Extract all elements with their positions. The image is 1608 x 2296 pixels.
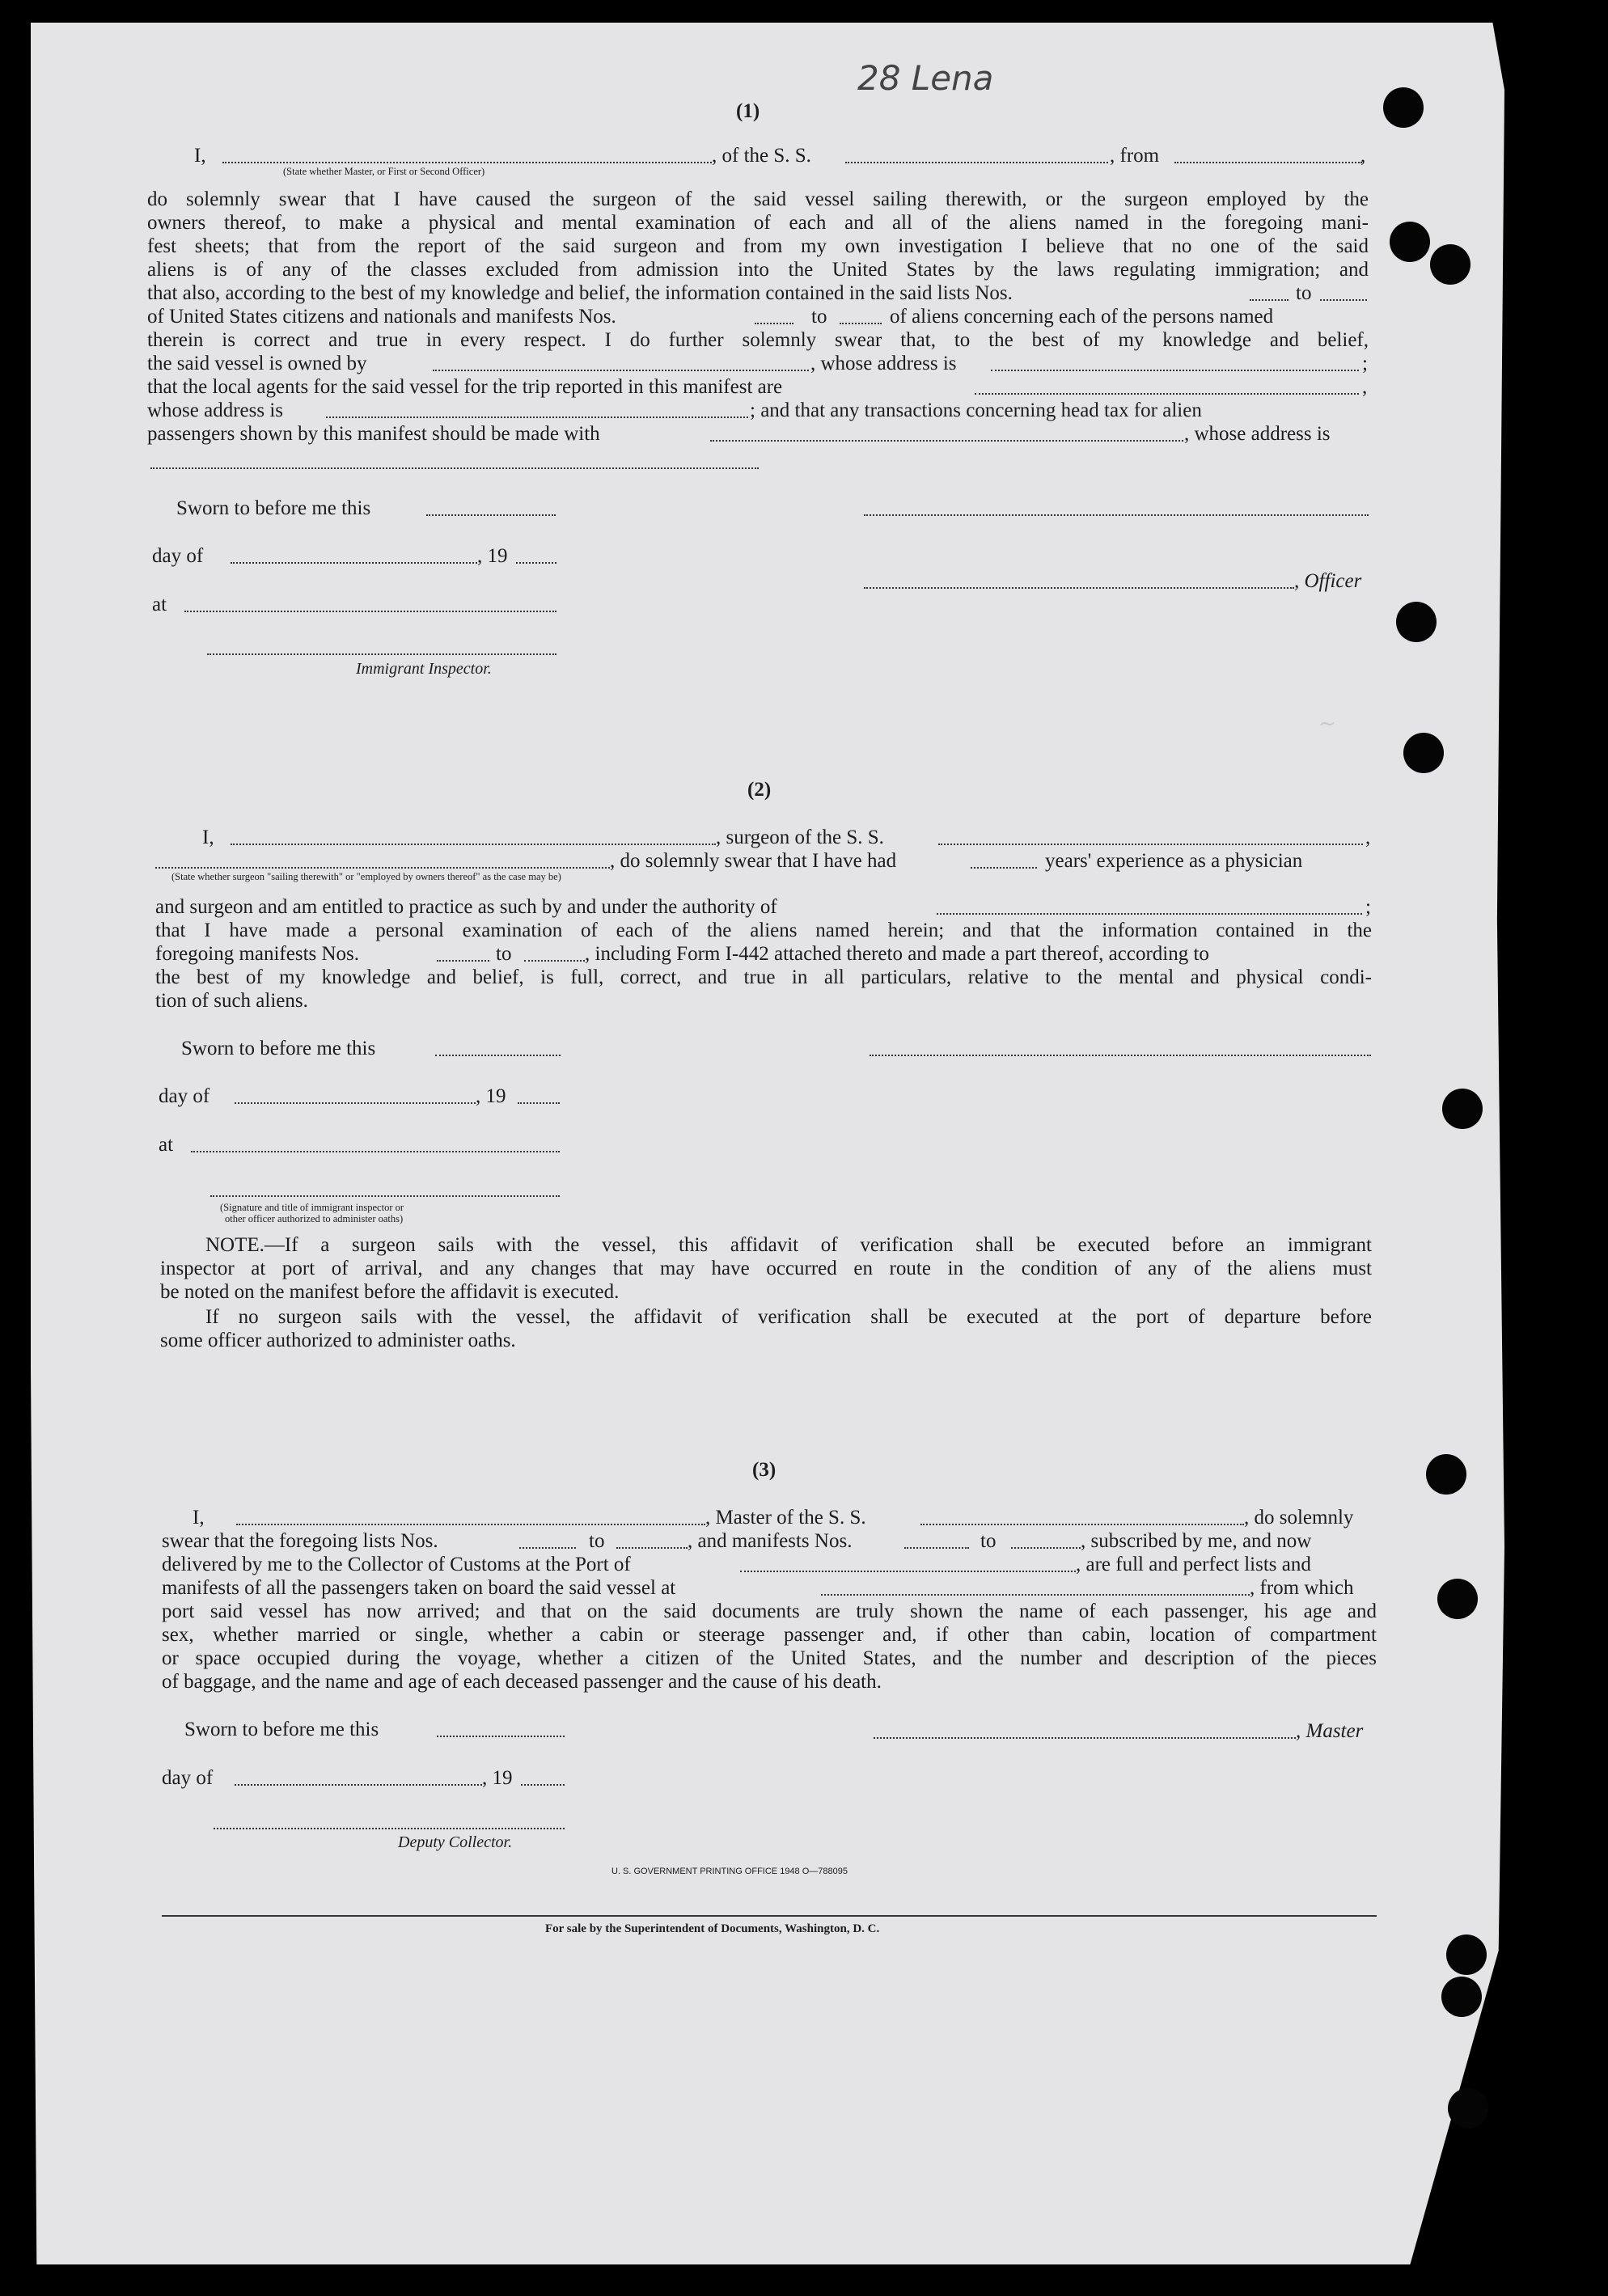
oath-line: sex, whether married or single, whether a cabin or steerage passenger and, if other than cabin, location of compartment [162, 1624, 1377, 1646]
delivered-label: delivered by me to the Collector of Customs at the Port of [162, 1554, 631, 1575]
port-blank [740, 1571, 1076, 1572]
years-label: years' experience as a physician [1045, 850, 1303, 872]
state-whether-caption: (State whether Master, or First or Second Officer) [283, 166, 485, 177]
agents-address-blank [326, 416, 748, 418]
are-full-label: , are full and perfect lists and [1076, 1554, 1311, 1575]
whose-address-label: , whose address is [1184, 423, 1331, 445]
oath-line: the best of my knowledge and belief, is full, correct, and true in all particulars, relative to the mental and physical condi- [155, 966, 1372, 988]
punch-hole [1403, 733, 1444, 773]
sworn-label: Sworn to before me this [184, 1719, 379, 1740]
punch-hole [1441, 1977, 1482, 2017]
bleed-mark: ~ [1318, 712, 1336, 736]
sale-notice: For sale by the Superintendent of Documents, Washington, D. C. [545, 1922, 880, 1935]
oath-line: tion of such aliens. [155, 990, 308, 1012]
oath-line: port said vessel has now arrived; and that on the said documents are truly shown the name of each passenger, his age and [162, 1600, 1377, 1622]
oath-line: that also, according to the best of my knowledge and belief, the information contained in the said lists Nos. [147, 282, 1013, 304]
head-tax-address-blank [150, 467, 759, 469]
surgeon-type-blank [155, 867, 610, 869]
of-the-ss-label: , of the S. S. [712, 145, 811, 167]
oath-line: that the local agents for the said vessel for the trip reported in this manifest are [147, 376, 783, 398]
swear-label: swear that the foregoing lists Nos. [162, 1530, 438, 1552]
oath-line: passengers shown by this manifest should be made with [147, 423, 600, 445]
signature-blank [864, 514, 1369, 516]
vessel-name-blank [938, 844, 1363, 845]
master-label: , Master [1296, 1720, 1364, 1742]
i-label: I, [202, 827, 214, 848]
punch-hole [1426, 1454, 1466, 1495]
do-solemnly-label: , do solemnly swear that I have had [610, 850, 897, 872]
manifest-no-blank [840, 323, 882, 324]
vessel-name-blank [920, 1524, 1244, 1525]
officer-label: , Officer [1294, 570, 1362, 592]
to-label: to [811, 306, 827, 328]
from-which-label: , from which [1250, 1577, 1354, 1599]
owner-address-blank [991, 370, 1359, 371]
punch-hole [1396, 602, 1437, 642]
month-blank [231, 562, 477, 564]
section-3-number: (3) [752, 1459, 776, 1481]
list-no-blank [1320, 299, 1367, 301]
semicolon: ; [1362, 353, 1368, 374]
section-2-number: (2) [747, 779, 772, 801]
master-of-label: , Master of the S. S. [705, 1507, 866, 1529]
of-aliens-label: of aliens concerning each of the persons named [890, 306, 1274, 328]
comma: , [1362, 376, 1368, 398]
punch-hole [1390, 222, 1430, 262]
oath-line: fest sheets; that from the report of the said surgeon and from my own investigation I believe that no one of the said [147, 235, 1369, 257]
inspector-label: Immigrant Inspector. [356, 660, 492, 678]
to-label: to [1296, 282, 1312, 304]
embark-port-blank [821, 1594, 1250, 1596]
list-no-blank [1250, 299, 1289, 301]
semicolon: ; [1365, 896, 1371, 918]
handwritten-note: 28 Lena [857, 58, 994, 98]
manifest-no-blank [904, 1547, 969, 1549]
oath-line: that I have made a personal examination of each of the aliens named herein; and that the information contained in the [155, 920, 1372, 941]
year-blank [518, 1102, 560, 1104]
to-label: to [496, 943, 512, 965]
and-manifests-label: , and manifests Nos. [688, 1530, 853, 1552]
oath-line: or space occupied during the voyage, whether a citizen of the United States, and the number and description of the pieces [162, 1647, 1377, 1669]
whose-address-label: , whose address is [810, 353, 957, 374]
punch-hole [1437, 1579, 1478, 1619]
oath-line: do solemnly swear that I have caused the surgeon of the said vessel sailing therewith, or the surgeon employed by the [147, 188, 1369, 210]
oath-line: of baggage, and the name and age of each deceased passenger and the cause of his death. [162, 1671, 882, 1693]
to-label: to [980, 1530, 997, 1552]
list-no-blank [519, 1547, 576, 1549]
manifest-no-blank [437, 960, 489, 962]
year-blank [516, 562, 556, 564]
authority-blank [937, 913, 1362, 915]
manifests-all-label: manifests of all the passengers taken on board the said vessel at [162, 1577, 676, 1599]
section-1-number: (1) [736, 100, 760, 122]
subscribed-label: , subscribed by me, and now [1081, 1530, 1312, 1552]
do-solemnly-label: , do solemnly [1244, 1507, 1354, 1529]
collector-signature-blank [214, 1828, 565, 1829]
printer-imprint: U. S. GOVERNMENT PRINTING OFFICE 1948 O—788095 [611, 1867, 848, 1876]
from-port-blank [1174, 162, 1362, 163]
signature-caption: other officer authorized to administer oaths) [225, 1213, 404, 1224]
note-line: NOTE.—If a surgeon sails with the vessel, this affidavit of verification shall be executed before an immigrant [205, 1234, 1372, 1256]
year-label: , 19 [482, 1767, 513, 1789]
punch-hole [1430, 244, 1470, 285]
list-no-blank [616, 1547, 688, 1549]
to-label: to [589, 1530, 605, 1552]
oath-line: of United States citizens and nationals and manifests Nos. [147, 306, 616, 328]
sworn-day-blank [437, 1736, 565, 1737]
oath-line: whose address is [147, 400, 284, 421]
month-blank [235, 1784, 482, 1786]
year-blank [521, 1784, 565, 1786]
inspector-signature-blank [210, 1195, 560, 1197]
transactions-label: ; and that any transactions concerning head tax for alien [750, 400, 1202, 421]
at-place-blank [191, 1151, 560, 1152]
punch-hole [1383, 87, 1424, 128]
note-line: some officer authorized to administer oaths. [160, 1330, 516, 1351]
sworn-day-blank [426, 514, 556, 516]
from-label: , from [1110, 145, 1160, 167]
foregoing-label: foregoing manifests Nos. [155, 943, 360, 965]
year-label: , 19 [477, 545, 508, 567]
manifest-no-blank [755, 323, 793, 324]
at-label: at [159, 1134, 174, 1156]
vessel-name-blank [845, 162, 1108, 163]
manifest-no-blank [524, 960, 585, 962]
head-tax-blank [710, 440, 1183, 442]
oath-line: aliens is of any of the classes excluded from admission into the United States by the laws regulating immigration; and [147, 259, 1369, 281]
sworn-label: Sworn to before me this [176, 497, 371, 519]
punch-hole [1448, 2088, 1488, 2129]
at-label: at [152, 594, 167, 615]
i-label: I, [193, 1507, 205, 1529]
sworn-label: Sworn to before me this [181, 1038, 376, 1059]
oath-line: owners thereof, to make a physical and mental examination of each and all of the aliens named in the foregoing mani- [147, 212, 1369, 234]
oath-line: therein is correct and true in every respect. I do further solemnly swear that, to the best of my knowledge and belief, [147, 329, 1369, 351]
i-label: I, [194, 145, 206, 167]
punch-hole [1442, 1089, 1483, 1129]
oath-line: the said vessel is owned by [147, 353, 367, 374]
note-line: inspector at port of arrival, and any changes that may have occurred en route in the condition of any of the aliens must [160, 1258, 1372, 1279]
agents-blank [975, 393, 1359, 395]
years-blank [971, 867, 1037, 869]
surgeon-of-label: , surgeon of the S. S. [716, 827, 884, 848]
authority-label: and surgeon and am entitled to practice as such by and under the authority of [155, 896, 777, 918]
surgeon-signature-blank [870, 1055, 1371, 1056]
punch-hole [1446, 1934, 1487, 1975]
owner-blank [433, 370, 809, 371]
deputy-collector-label: Deputy Collector. [398, 1833, 513, 1851]
master-signature-blank [874, 1737, 1296, 1739]
year-label: , 19 [476, 1085, 506, 1107]
day-of-label: day of [162, 1767, 214, 1789]
state-whether-caption: (State whether surgeon "sailing therewith" or "employed by owners thereof" as the case may be) [171, 871, 561, 882]
footer-rule [162, 1915, 1377, 1917]
including-label: , including Form I-442 attached thereto and made a part thereof, according to [585, 943, 1209, 965]
officer-name-blank [222, 162, 712, 163]
comma: , [1360, 145, 1366, 167]
day-of-label: day of [152, 545, 204, 567]
signature-caption: (Signature and title of immigrant inspector or [220, 1202, 404, 1213]
note-line: be noted on the manifest before the affidavit is executed. [160, 1281, 620, 1303]
master-name-blank [236, 1524, 705, 1525]
officer-title-blank [864, 587, 1294, 589]
at-place-blank [184, 611, 556, 612]
note-line: If no surgeon sails with the vessel, the affidavit of verification shall be executed at the port of departure before [205, 1306, 1372, 1328]
surgeon-name-blank [231, 844, 716, 845]
day-of-label: day of [159, 1085, 210, 1107]
manifest-no-blank [1011, 1547, 1081, 1549]
inspector-signature-blank [207, 653, 556, 655]
sworn-day-blank [435, 1055, 561, 1056]
month-blank [235, 1102, 476, 1104]
comma: , [1365, 827, 1371, 848]
